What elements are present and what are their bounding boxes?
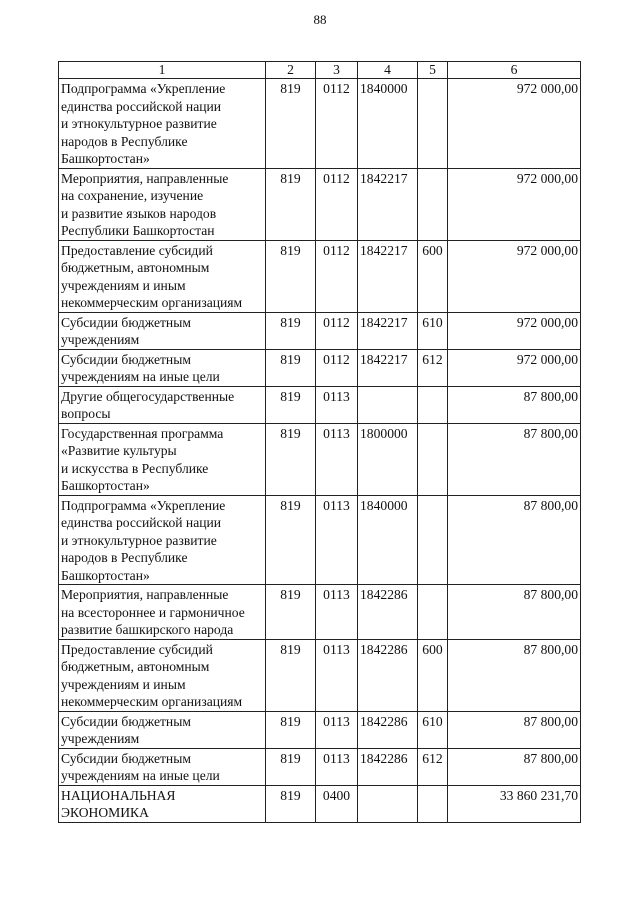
amount-cell-text: 87 800,00 <box>523 497 578 513</box>
target-article-cell <box>358 785 418 822</box>
section-code-cell-text: 0112 <box>323 242 350 258</box>
column-header: 6 <box>448 62 581 79</box>
amount-cell-text: 972 000,00 <box>516 242 578 258</box>
item-name-cell <box>59 312 266 349</box>
section-code-cell-text: 0400 <box>322 787 351 803</box>
amount-cell <box>448 748 581 785</box>
ved-code-cell-text: 819 <box>280 750 301 766</box>
item-name-cell-text: Субсидии бюджетным учреждениям <box>61 314 191 347</box>
item-name-cell-text: Субсидии бюджетным учреждениям на иные цели <box>61 750 220 783</box>
target-article-cell <box>358 79 418 169</box>
target-article-cell <box>358 748 418 785</box>
item-name-cell <box>59 785 266 822</box>
target-article-cell <box>358 711 418 748</box>
item-name-cell <box>59 349 266 386</box>
item-name-cell <box>59 79 266 169</box>
item-name-cell-text: Подпрограмма «Укрепление единства российской нации и этнокультурное развитие народов в Республике Башкортостан» <box>61 497 226 583</box>
item-name-cell <box>59 711 266 748</box>
ved-code-cell-text: 819 <box>280 587 301 602</box>
item-name-cell <box>59 240 266 312</box>
amount-cell <box>448 168 581 240</box>
expense-type-cell <box>418 79 448 169</box>
ved-code-cell <box>266 79 316 169</box>
amount-cell <box>448 495 581 585</box>
section-code-cell <box>316 585 358 640</box>
amount-cell-text: 972 000,00 <box>516 351 578 367</box>
section-code-cell-text: 0112 <box>323 170 350 186</box>
item-name-cell <box>59 495 266 585</box>
amount-cell <box>448 423 581 495</box>
amount-cell-text: 87 800,00 <box>523 641 578 657</box>
expense-type-cell <box>418 785 448 822</box>
item-name-cell-text: Субсидии бюджетным учреждениям на иные цели <box>61 351 220 384</box>
section-code-cell <box>316 785 358 822</box>
table-row <box>59 639 581 711</box>
target-article-cell-text: 1842286 <box>360 587 408 602</box>
amount-cell-text: 87 800,00 <box>523 713 578 729</box>
target-article-cell-text: 1800000 <box>360 425 408 441</box>
section-code-cell-text: 0113 <box>323 750 350 766</box>
target-article-cell-text: 1842286 <box>360 641 408 657</box>
amount-cell-text: 87 800,00 <box>523 587 578 602</box>
item-name-cell-text: Другие общегосударственные вопросы <box>61 388 235 421</box>
expense-type-cell <box>418 423 448 495</box>
target-article-cell <box>358 423 418 495</box>
section-code-cell <box>316 312 358 349</box>
table-row <box>59 785 581 822</box>
expense-type-cell <box>418 495 448 585</box>
amount-cell <box>448 639 581 711</box>
section-code-cell-text: 0112 <box>323 81 350 96</box>
item-name-cell <box>59 386 266 423</box>
target-article-cell-text: 1842286 <box>360 750 408 766</box>
item-name-cell-text: Предоставление субсидий бюджетным, автономным учреждениям и иным некоммерческим организациям <box>61 242 243 310</box>
column-header: 4 <box>358 62 418 79</box>
expense-type-cell-text: 610 <box>422 713 443 729</box>
section-code-cell-text: 0112 <box>323 314 350 330</box>
section-code-cell <box>316 711 358 748</box>
page-number: 88 <box>313 12 327 27</box>
ved-code-cell <box>266 423 316 495</box>
expense-type-cell <box>418 748 448 785</box>
section-code-cell <box>316 349 358 386</box>
section-code-cell <box>316 79 358 169</box>
ved-code-cell-text: 819 <box>280 170 301 186</box>
amount-cell <box>448 585 581 640</box>
ved-code-cell-text: 819 <box>280 497 301 513</box>
section-code-cell-text: 0113 <box>323 425 350 441</box>
table-row <box>59 495 581 585</box>
column-header: 3 <box>316 62 358 79</box>
target-article-cell-text: 1840000 <box>360 497 408 513</box>
item-name-cell-text: Предоставление субсидий бюджетным, автономным учреждениям и иным некоммерческим организациям <box>61 641 243 709</box>
amount-cell-text: 87 800,00 <box>523 750 578 766</box>
section-code-cell <box>316 639 358 711</box>
column-header: 2 <box>266 62 316 79</box>
expense-type-cell-text: 612 <box>422 351 443 367</box>
expense-type-cell <box>418 711 448 748</box>
budget-table <box>58 61 581 823</box>
section-code-cell <box>316 423 358 495</box>
target-article-cell <box>358 349 418 386</box>
item-name-cell-text: Государственная программа «Развитие культуры и искусства в Республике Башкортостан» <box>61 425 224 493</box>
table-row <box>59 240 581 312</box>
ved-code-cell-text: 819 <box>280 314 301 330</box>
section-code-cell-text: 0113 <box>323 587 350 602</box>
item-name-cell <box>59 423 266 495</box>
ved-code-cell <box>266 168 316 240</box>
amount-cell-text: 972 000,00 <box>516 314 578 330</box>
table-row <box>59 312 581 349</box>
target-article-cell <box>358 585 418 640</box>
target-article-cell <box>358 312 418 349</box>
amount-cell <box>448 386 581 423</box>
target-article-cell <box>358 495 418 585</box>
target-article-cell-text: 1842286 <box>360 713 408 729</box>
target-article-cell-text: 1840000 <box>360 81 408 96</box>
ved-code-cell <box>266 711 316 748</box>
target-article-cell-text: 1842217 <box>360 242 408 258</box>
ved-code-cell-text: 819 <box>280 351 301 367</box>
item-name-cell-text: Субсидии бюджетным учреждениям <box>61 713 191 746</box>
ved-code-cell-text: 819 <box>280 713 301 729</box>
amount-cell <box>448 312 581 349</box>
amount-cell <box>448 349 581 386</box>
column-header: 1 <box>59 62 266 79</box>
target-article-cell <box>358 240 418 312</box>
item-name-cell <box>59 748 266 785</box>
target-article-cell <box>358 639 418 711</box>
ved-code-cell-text: 819 <box>280 425 301 441</box>
table-row <box>59 711 581 748</box>
expense-type-cell <box>418 386 448 423</box>
expense-type-cell-text: 600 <box>422 242 443 258</box>
section-code-cell-text: 0113 <box>323 388 350 404</box>
expense-type-cell-text: 610 <box>422 314 443 330</box>
table-row <box>59 386 581 423</box>
table-row <box>59 349 581 386</box>
section-code-cell-text: 0113 <box>323 713 350 729</box>
section-code-cell <box>316 240 358 312</box>
expense-type-cell-text: 612 <box>422 750 443 766</box>
amount-cell-text: 33 860 231,70 <box>499 787 578 803</box>
target-article-cell-text: 1842217 <box>360 314 408 330</box>
section-code-cell <box>316 748 358 785</box>
item-name-cell-text: Подпрограмма «Укрепление единства российской нации и этнокультурное развитие народов в Республике Башкортостан» <box>61 81 226 166</box>
amount-cell-text: 87 800,00 <box>523 425 578 441</box>
section-code-cell-text: 0113 <box>323 497 350 513</box>
table-row <box>59 585 581 640</box>
item-name-cell-text: Мероприятия, направленные на сохранение, изучение и развитие языков народов Республики Башкортостан <box>61 170 229 238</box>
target-article-cell <box>358 386 418 423</box>
ved-code-cell-text: 819 <box>280 81 301 96</box>
ved-code-cell <box>266 748 316 785</box>
amount-cell-text: 972 000,00 <box>516 81 578 96</box>
ved-code-cell <box>266 386 316 423</box>
amount-cell <box>448 711 581 748</box>
section-code-cell <box>316 168 358 240</box>
table-row <box>59 423 581 495</box>
ved-code-cell-text: 819 <box>280 787 301 803</box>
expense-type-cell-text: 600 <box>422 641 443 657</box>
ved-code-cell <box>266 349 316 386</box>
item-name-cell-text: Мероприятия, направленные на всестороннее и гармоничное развитие башкирского народа <box>61 587 245 637</box>
expense-type-cell <box>418 312 448 349</box>
ved-code-cell <box>266 639 316 711</box>
item-name-cell <box>59 168 266 240</box>
amount-cell-text: 87 800,00 <box>523 388 578 404</box>
ved-code-cell <box>266 785 316 822</box>
ved-code-cell-text: 819 <box>280 641 301 657</box>
expense-type-cell <box>418 240 448 312</box>
target-article-cell-text: 1842217 <box>360 170 408 186</box>
item-name-cell-text: НАЦИОНАЛЬНАЯ ЭКОНОМИКА <box>61 787 176 820</box>
expense-type-cell <box>418 168 448 240</box>
ved-code-cell <box>266 495 316 585</box>
section-code-cell-text: 0112 <box>323 351 350 367</box>
section-code-cell-text: 0113 <box>323 641 350 657</box>
table-row <box>59 79 581 169</box>
target-article-cell-text: 1842217 <box>360 351 408 367</box>
expense-type-cell <box>418 349 448 386</box>
ved-code-cell <box>266 240 316 312</box>
column-header: 5 <box>418 62 448 79</box>
section-code-cell <box>316 386 358 423</box>
table-header-row <box>59 62 581 79</box>
amount-cell <box>448 785 581 822</box>
amount-cell-text: 972 000,00 <box>516 170 578 186</box>
target-article-cell <box>358 168 418 240</box>
amount-cell <box>448 240 581 312</box>
item-name-cell <box>59 639 266 711</box>
expense-type-cell <box>418 639 448 711</box>
ved-code-cell <box>266 585 316 640</box>
section-code-cell <box>316 495 358 585</box>
ved-code-cell-text: 819 <box>280 242 301 258</box>
ved-code-cell-text: 819 <box>280 388 301 404</box>
item-name-cell <box>59 585 266 640</box>
table-row <box>59 748 581 785</box>
expense-type-cell <box>418 585 448 640</box>
table-row <box>59 168 581 240</box>
amount-cell <box>448 79 581 169</box>
ved-code-cell <box>266 312 316 349</box>
